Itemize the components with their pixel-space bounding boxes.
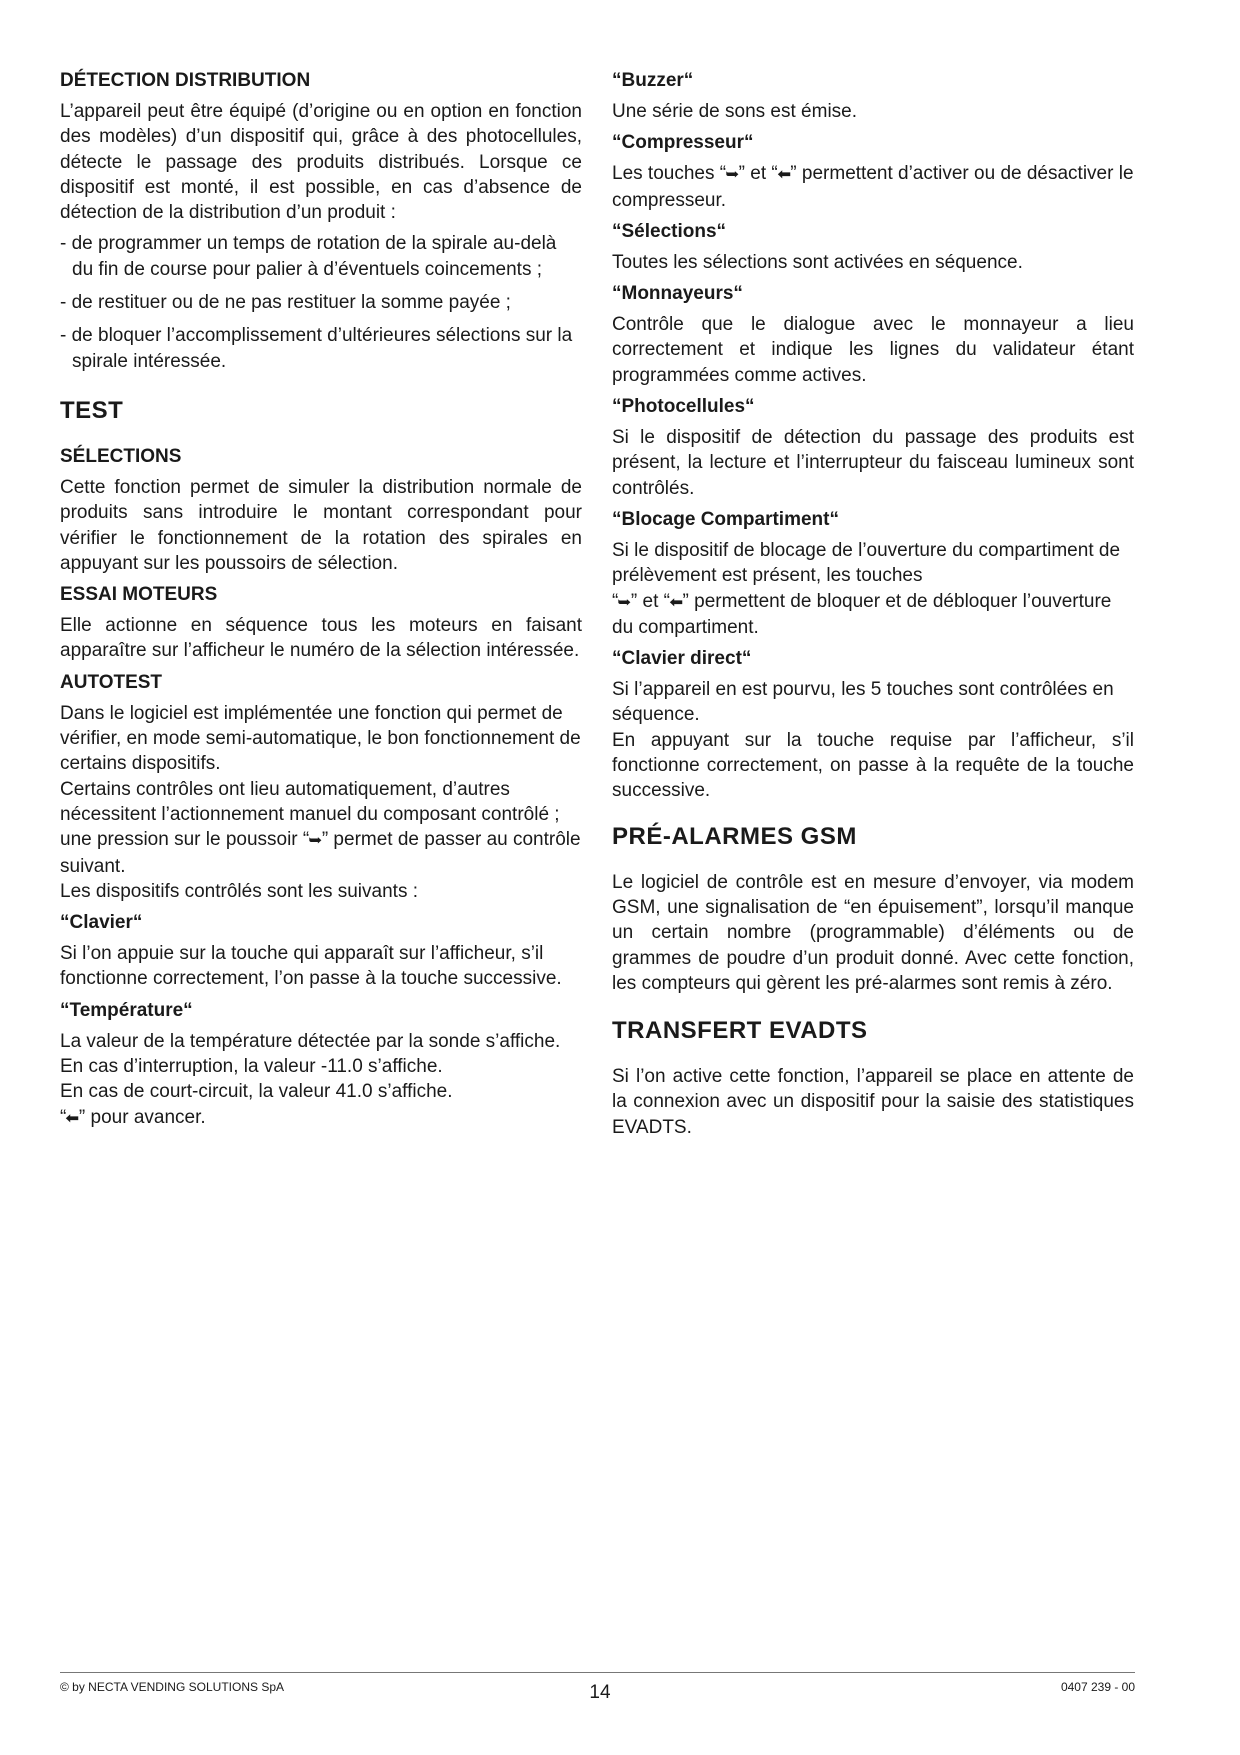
page-number: 14	[589, 1682, 611, 1703]
detection-list-item-3: - de bloquer l’accomplissement d’ultérieures sélections sur la spirale intéressée.	[60, 325, 573, 372]
temperature-paragraph-3: En cas de court-circuit, la valeur 41.0 s’affiche.	[60, 1081, 453, 1103]
detection-title: DÉTECTION DISTRIBUTION	[60, 70, 311, 91]
temperature-paragraph-1: La valeur de la température détectée par la sonde s’affiche.	[60, 1030, 561, 1052]
arrow-right-icon: ➥	[725, 166, 740, 184]
selections-title: SÉLECTIONS	[60, 445, 182, 467]
footer-divider	[60, 1672, 1135, 1673]
detection-list-item-2: - de restituer ou de ne pas restituer la somme payée ;	[60, 292, 511, 314]
clavier-title: “Clavier“	[60, 912, 143, 934]
selections-test-paragraph: Toutes les sélections sont activées en séquence.	[612, 251, 1023, 273]
temperature-paragraph-4: “⬅” pour avancer.	[60, 1105, 582, 1131]
autotest-paragraph-2: Certains contrôles ont lieu automatiquement, d’autres nécessitent l’actionnement manuel du composant contrôlé ; une pression sur le poussoir “➥” permet de passer au contrôle suivant.	[60, 778, 581, 877]
photocellules-title: “Photocellules“	[612, 396, 755, 418]
clavier-direct-title: “Clavier direct“	[612, 648, 752, 670]
detection-list-item-1: - de programmer un temps de rotation de la spirale au-delà du fin de course pour palier à d’éventuels coincements ;	[60, 233, 557, 280]
autotest-paragraph-1: Dans le logiciel est implémentée une fonction qui permet de vérifier, en mode semi-automatique, le bon fonctionnement de certains dispositifs.	[60, 702, 581, 775]
document-code: 0407 239 - 00	[1060, 1680, 1135, 1694]
clavier-paragraph: Si l’on appuie sur la touche qui apparaît sur l’afficheur, s’il fonctionne correctement, l’on passe à la touche successive.	[60, 943, 562, 990]
footer-copyright: © by NECTA VENDING SOLUTIONS SpA	[60, 1680, 285, 1694]
pre-alarmes-gsm-title: PRÉ-ALARMES GSM	[612, 822, 857, 850]
arrow-right-icon: ➥	[308, 832, 323, 850]
essai-moteurs-paragraph: Elle actionne en séquence tous les moteurs en faisant apparaître sur l’afficheur le numéro de la sélection intéressée.	[60, 615, 582, 662]
transfert-evadts-title: TRANSFERT EVADTS	[612, 1017, 868, 1045]
photocellules-paragraph: Si le dispositif de détection du passage des produits est présent, la lecture et l’interrupteur du faisceau lumineux sont contrôlés.	[612, 427, 1134, 499]
right-column	[612, 68, 1134, 1140]
buzzer-paragraph: Une série de sons est émise.	[612, 101, 858, 122]
blocage-compartiment-title: “Blocage Compartiment“	[612, 508, 839, 530]
buzzer-title: “Buzzer“	[612, 70, 694, 91]
left-column	[60, 68, 582, 1131]
pre-alarmes-gsm-paragraph: Le logiciel de contrôle est en mesure d’envoyer, via modem GSM, une signalisation de “en épuisement”, lorsqu’il manque un certain nombre (programmable) d’éléments ou de grammes de poudre d’un produit donné. Avec cette fonction, les compteurs qui gèrent les pré-alarmes sont remis à zéro.	[612, 871, 1134, 994]
selections-paragraph: Cette fonction permet de simuler la distribution normale de produits sans introduire le montant correspondant pour vérifier le fonctionnement de la rotation des spirales en appuyant sur les poussoirs de sélection.	[60, 476, 582, 574]
temperature-title: “Température“	[60, 999, 193, 1021]
compresseur-paragraph: Les touches “➥” et “⬅” permettent d’activer ou de désactiver le compresseur.	[612, 163, 1134, 211]
clavier-direct-paragraph-1: Si l’appareil en est pourvu, les 5 touches sont contrôlées en séquence.	[612, 679, 1114, 726]
arrow-left-icon: ⬅	[669, 593, 684, 611]
compresseur-title: “Compresseur“	[612, 132, 754, 154]
temperature-paragraph-2: En cas d’interruption, la valeur -11.0 s’affiche.	[60, 1056, 443, 1078]
monnayeurs-title: “Monnayeurs“	[612, 283, 743, 305]
blocage-paragraph-1: Si le dispositif de blocage de l’ouverture du compartiment de prélèvement est présent, les touches	[612, 539, 1121, 587]
autotest-paragraph-3: Les dispositifs contrôlés sont les suivants :	[60, 880, 419, 902]
arrow-right-icon: ➥	[617, 593, 632, 611]
test-title: TEST	[60, 396, 124, 424]
detection-paragraph: L’appareil peut être équipé (d’origine ou en option en fonction des modèles) d’un dispositif qui, grâce à des photocellules, détecte le passage des produits distribués. Lorsque ce dispositif est monté, il est possible, en cas d’absence de détection de la distribution d’un produit :	[60, 101, 582, 224]
blocage-paragraph-2: “➥” et “⬅” permettent de bloquer et de débloquer l’ouverture du compartiment.	[612, 590, 1112, 638]
essai-moteurs-title: ESSAI MOTEURS	[60, 584, 218, 606]
clavier-direct-paragraph-2: En appuyant sur la touche requise par l’afficheur, s’il fonctionne correctement, on passe à la requête de la touche successive.	[612, 729, 1134, 802]
monnayeurs-paragraph: Contrôle que le dialogue avec le monnayeur a lieu correctement et indique les lignes du validateur étant programmées comme actives.	[612, 314, 1134, 386]
arrow-left-icon: ⬅	[65, 1109, 80, 1127]
arrow-left-icon: ⬅	[777, 166, 791, 184]
autotest-title: AUTOTEST	[60, 671, 163, 693]
transfert-evadts-paragraph: Si l’on active cette fonction, l’appareil se place en attente de la connexion avec un dispositif pour la saisie des statistiques EVADTS.	[612, 1066, 1134, 1138]
selections-test-title: “Sélections“	[612, 220, 727, 242]
